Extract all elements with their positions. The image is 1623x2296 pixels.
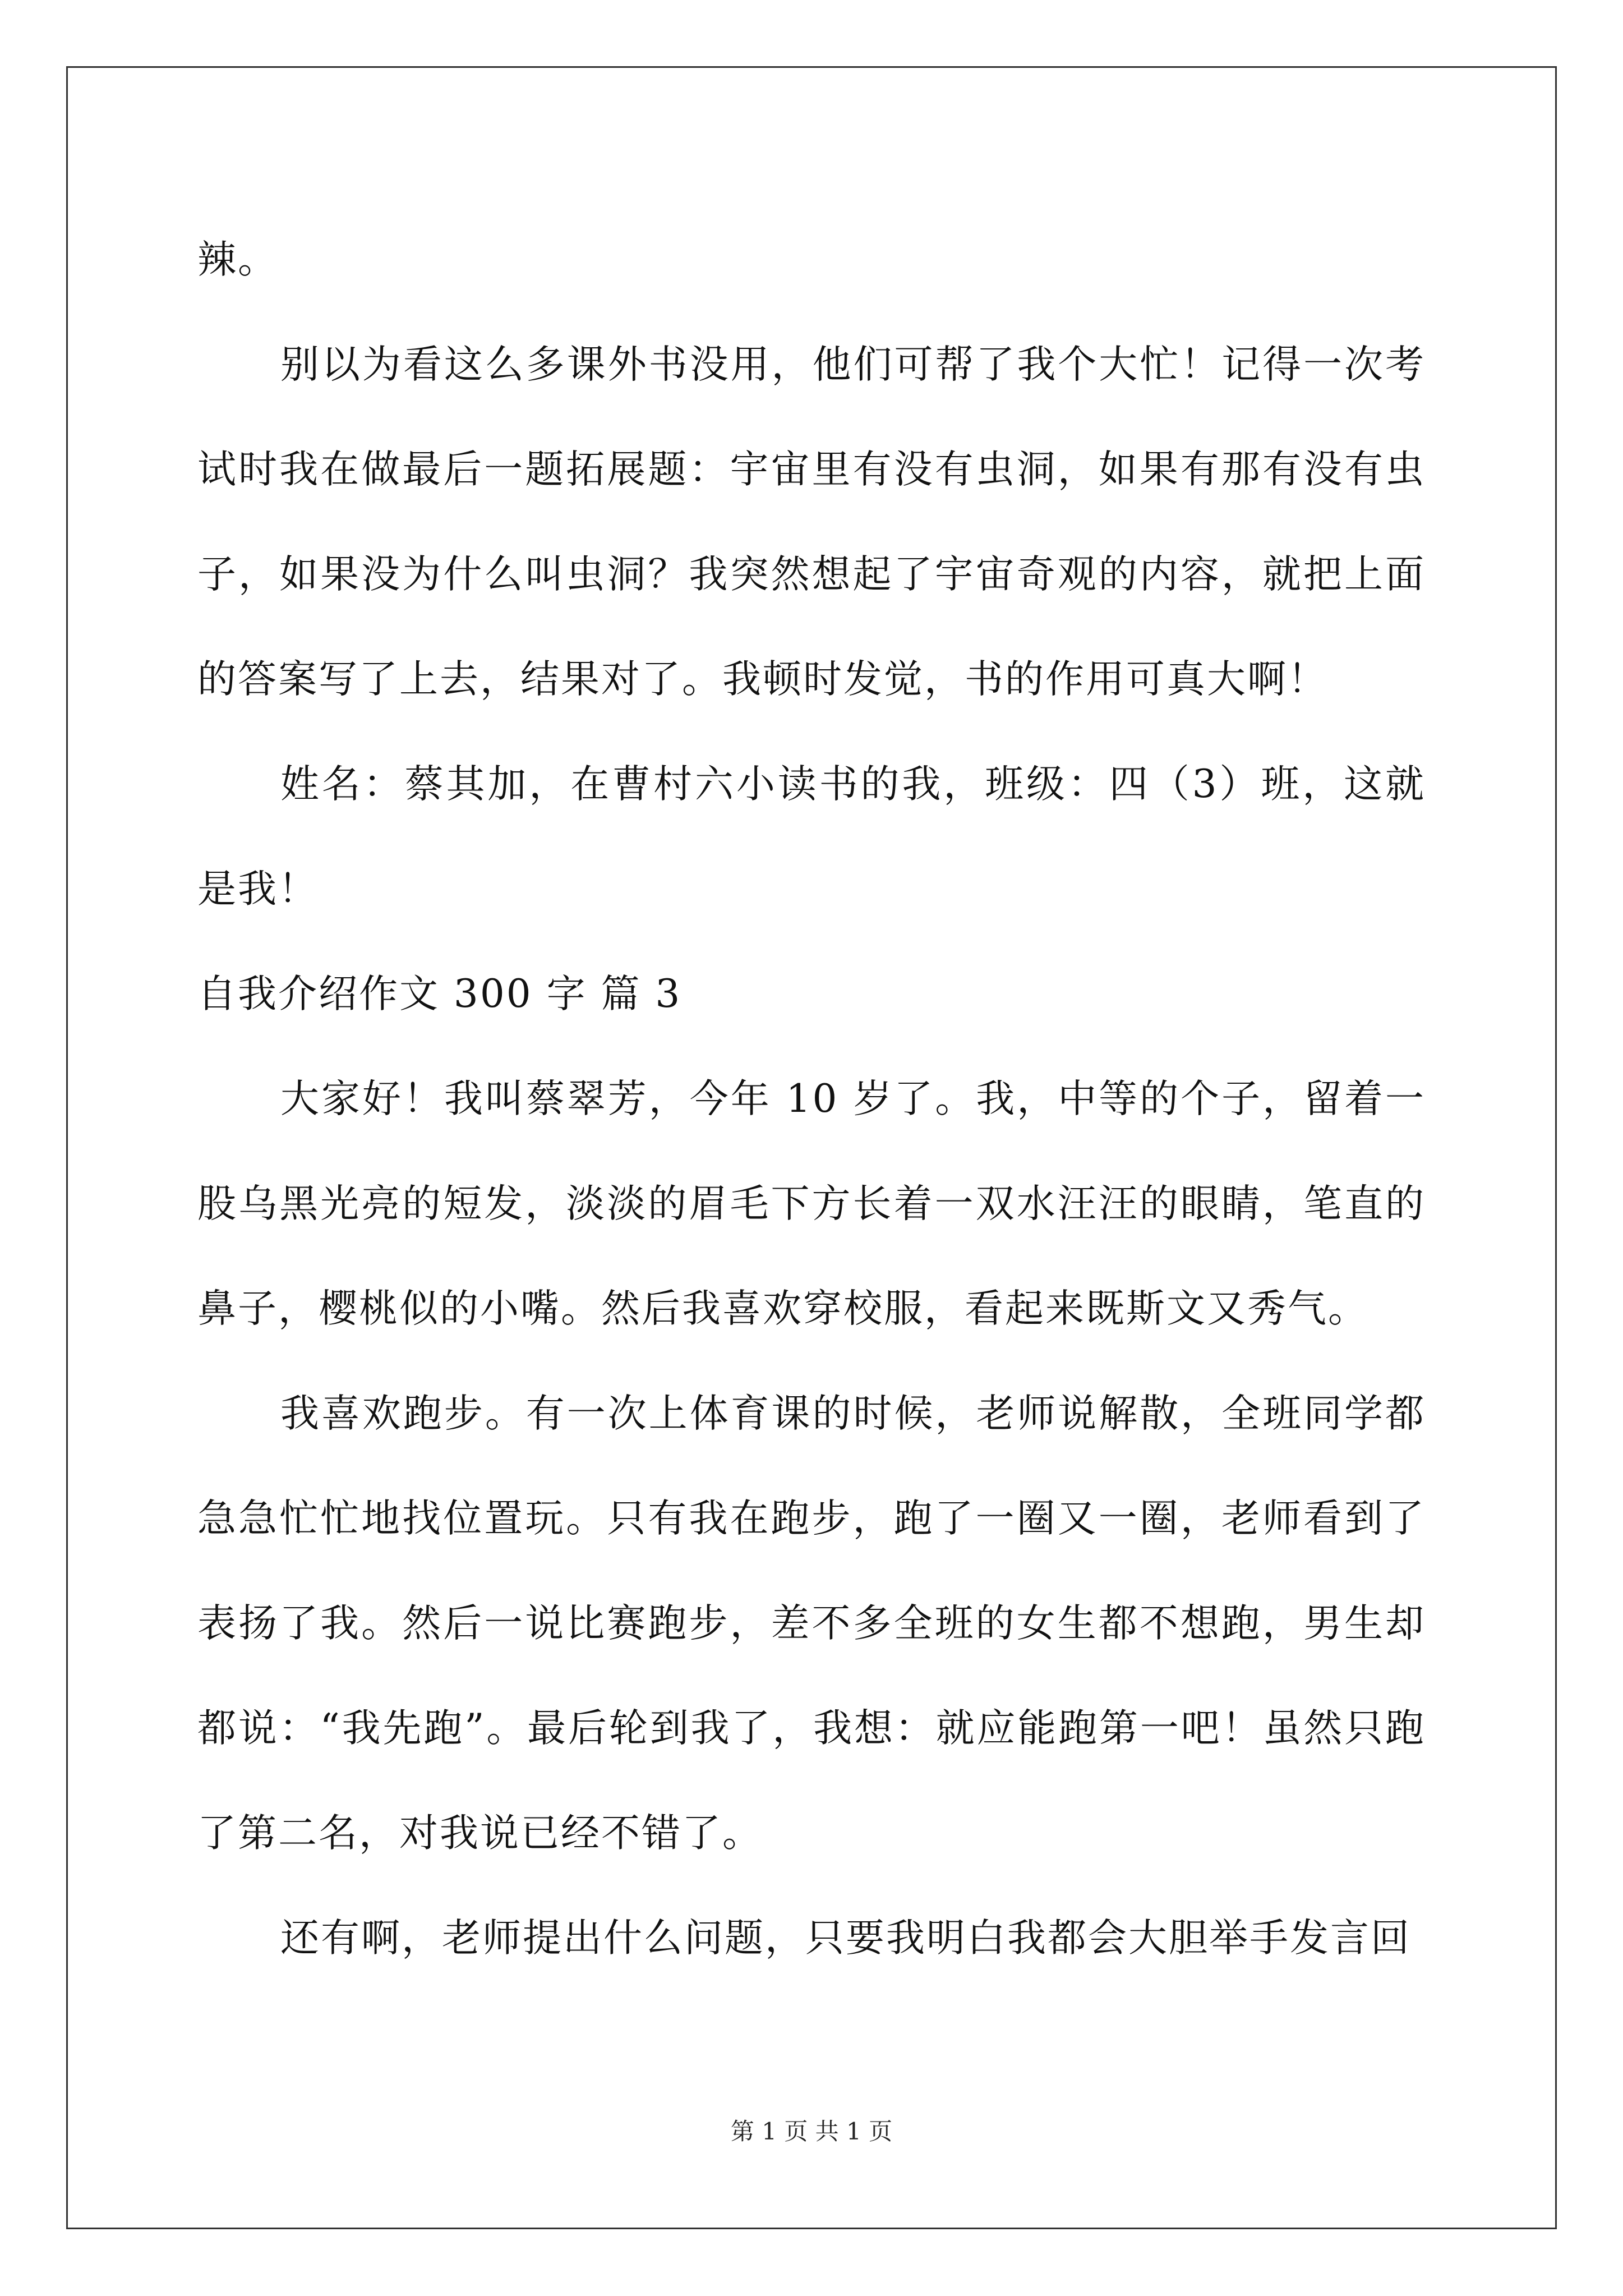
paragraph-extracurricular-books: 别以为看这么多课外书没用，他们可帮了我个大忙！记得一次考试时我在做最后一题拓展题：宇宙里有没有虫洞，如果有那有没有虫子，如果没为什么叫虫洞？我突然想起了宇宙奇观的内容，就把上面的答案写了上去，结果对了。我顿时发觉，书的作用可真大啊！ xyxy=(197,342,1426,702)
paragraph-answering-questions: 还有啊，老师提出什么问题，只要我明白我都会大胆举手发言回 xyxy=(280,1916,1411,1961)
document-body xyxy=(197,208,1426,1991)
paragraph-running: 我喜欢跑步。有一次上体育课的时候，老师说解散，全班同学都急急忙忙地找位置玩。只有我在跑步，跑了一圈又一圈，老师看到了表扬了我。然后一说比赛跑步，差不多全班的女生都不想跑，男生却都说：“我先跑”。最后轮到我了，我想：就应能跑第一吧！虽然只跑了第二名，对我说已经不错了。 xyxy=(197,1391,1426,1856)
paragraph-name-class: 姓名：蔡其加，在曹村六小读书的我，班级：四（3）班，这就是我！ xyxy=(197,762,1426,912)
paragraph-continuation: 辣。 xyxy=(197,237,278,282)
paragraph-self-description: 大家好！我叫蔡翠芳，今年 10 岁了。我，中等的个子，留着一股乌黑光亮的短发，淡淡的眉毛下方长着一双水汪汪的眼睛，笔直的鼻子，樱桃似的小嘴。然后我喜欢穿校服，看起来既斯文又秀气。 xyxy=(197,1076,1426,1331)
page-number-footer: 第 1 页 共 1 页 xyxy=(730,2118,893,2145)
section-heading: 自我介绍作文 300 字 篇 3 xyxy=(197,972,682,1016)
